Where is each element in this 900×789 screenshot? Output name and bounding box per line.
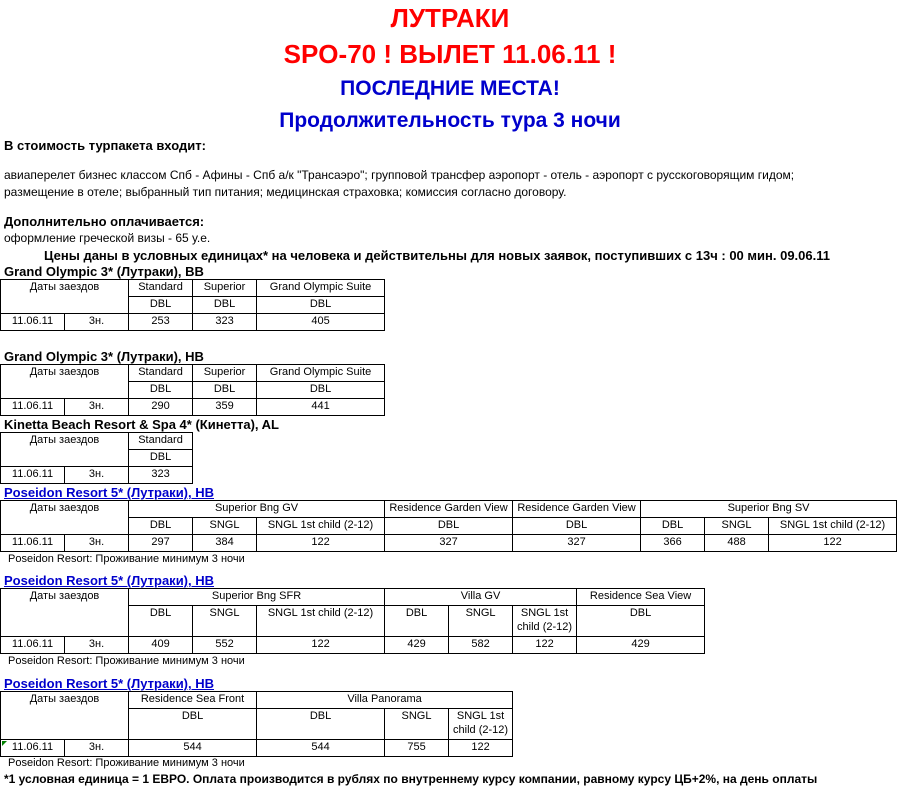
hotel-title: Grand Olympic 3* (Лутраки), BB [4, 264, 204, 279]
dates-header-spacer [1, 297, 129, 314]
column-header: DBL [193, 297, 257, 314]
column-header: SNGL [705, 518, 769, 535]
price-cell: 552 [193, 637, 257, 654]
price-table [0, 588, 705, 654]
price-table [0, 432, 193, 484]
column-header: SNGL 1st child (2-12) [257, 518, 385, 535]
dates-header-spacer [1, 382, 129, 399]
dates-header: Даты заездов [1, 365, 129, 382]
column-header: SNGL 1st child (2-12) [769, 518, 897, 535]
nights-cell: 3н. [65, 740, 129, 757]
column-header: SNGL 1st child (2-12) [257, 606, 385, 637]
column-header: SNGL 1st child (2-12) [449, 709, 513, 740]
dates-header: Даты заездов [1, 280, 129, 297]
prices-note: Цены даны в условных единицах* на человека и действительны для новых заявок, поступивших с 13ч : 00 мин. 09.06.11 [44, 248, 830, 263]
column-header: DBL [129, 297, 193, 314]
nights-cell: 3н. [65, 535, 129, 552]
price-cell: 297 [129, 535, 193, 552]
hotel-title: Kinetta Beach Resort & Spa 4* (Кинетта), AL [4, 417, 279, 432]
room-group-header: Villa GV [385, 589, 577, 606]
price-cell: 122 [449, 740, 513, 757]
nights-cell: 3н. [65, 467, 129, 484]
price-cell: 544 [129, 740, 257, 757]
room-group-header: Superior Bng SV [641, 501, 897, 518]
table-row [1, 637, 705, 654]
date-cell: 11.06.11 [1, 399, 65, 416]
nights-cell: 3н. [65, 314, 129, 331]
room-group-header: Grand Olympic Suite [257, 280, 385, 297]
price-cell: 327 [385, 535, 513, 552]
room-group-header: Standard [129, 365, 193, 382]
cell-comment-marker-icon [2, 741, 7, 746]
price-cell: 253 [129, 314, 193, 331]
stay-note: Poseidon Resort: Проживание минимум 3 ночи [8, 757, 245, 769]
room-group-header: Superior Bng GV [129, 501, 385, 518]
tour-duration: Продолжительность тура 3 ночи [279, 109, 621, 132]
room-group-header: Residence Sea Front [129, 692, 257, 709]
nights-cell: 3н. [65, 637, 129, 654]
table-row [1, 314, 385, 331]
price-cell: 122 [769, 535, 897, 552]
price-cell: 384 [193, 535, 257, 552]
dates-header: Даты заездов [1, 501, 129, 518]
table-row [1, 535, 897, 552]
column-header: DBL [641, 518, 705, 535]
price-cell: 122 [513, 637, 577, 654]
last-places-banner: ПОСЛЕДНИЕ МЕСТА! [340, 77, 560, 100]
hotel-link[interactable]: Poseidon Resort 5* (Лутраки), HB [4, 676, 215, 691]
dates-header-spacer [1, 709, 129, 740]
column-header: DBL [385, 606, 449, 637]
column-header: DBL [129, 709, 257, 740]
dates-header-spacer [1, 518, 129, 535]
room-group-header: Standard [129, 433, 193, 450]
currency-footnote: *1 условная единица = 1 ЕВРО. Оплата производится в рублях по внутреннему курсу компании, равному курсу ЦБ+2%, на день оплаты [4, 772, 818, 786]
price-cell: 544 [257, 740, 385, 757]
column-header: SNGL 1st child (2-12) [513, 606, 577, 637]
dates-header: Даты заездов [1, 692, 129, 709]
room-group-header: Standard [129, 280, 193, 297]
column-header: DBL [129, 606, 193, 637]
included-line-1: авиаперелет бизнес классом Спб - Афины - Спб а/к "Трансаэро"; групповой трансфер аэропорт - отель - аэропорт с русскоговорящим гидом; [4, 168, 795, 182]
column-header: DBL [257, 297, 385, 314]
date-cell: 11.06.11 [1, 535, 65, 552]
included-line-2: размещение в отеле; выбранный тип питания; медицинская страховка; комиссия согласно договору. [4, 185, 567, 199]
column-header: SNGL [385, 709, 449, 740]
dates-header: Даты заездов [1, 589, 129, 606]
price-cell: 429 [577, 637, 705, 654]
dates-header: Даты заездов [1, 433, 129, 450]
extra-line-1: оформление греческой визы - 65 у.е. [4, 231, 211, 245]
column-header: SNGL [449, 606, 513, 637]
column-header: DBL [129, 382, 193, 399]
price-cell: 582 [449, 637, 513, 654]
price-cell: 441 [257, 399, 385, 416]
date-cell: 11.06.11 [1, 637, 65, 654]
price-cell: 122 [257, 637, 385, 654]
price-cell: 409 [129, 637, 193, 654]
room-group-header: Residence Garden View [513, 501, 641, 518]
table-row [1, 399, 385, 416]
table-row [1, 467, 193, 484]
room-group-header: Superior Bng SFR [129, 589, 385, 606]
price-cell: 323 [129, 467, 193, 484]
dates-header-spacer [1, 606, 129, 637]
dates-header-spacer [1, 450, 129, 467]
column-header: DBL [129, 450, 193, 467]
room-group-header: Residence Garden View [385, 501, 513, 518]
column-header: DBL [129, 518, 193, 535]
room-group-header: Villa Panorama [257, 692, 513, 709]
column-header: SNGL [193, 518, 257, 535]
price-cell: 359 [193, 399, 257, 416]
price-cell: 488 [705, 535, 769, 552]
price-table [0, 500, 897, 552]
page-title: ЛУТРАКИ [390, 3, 510, 33]
price-cell: 323 [193, 314, 257, 331]
column-header: DBL [513, 518, 641, 535]
price-cell: 290 [129, 399, 193, 416]
stay-note: Poseidon Resort: Проживание минимум 3 ночи [8, 553, 245, 565]
room-group-header: Residence Sea View [577, 589, 705, 606]
stay-note: Poseidon Resort: Проживание минимум 3 ночи [8, 655, 245, 667]
price-cell: 327 [513, 535, 641, 552]
hotel-title: Grand Olympic 3* (Лутраки), HB [4, 349, 204, 364]
room-group-header: Grand Olympic Suite [257, 365, 385, 382]
room-group-header: Superior [193, 280, 257, 297]
offer-subtitle: SPO-70 ! ВЫЛЕТ 11.06.11 ! [283, 39, 617, 69]
table-row [1, 740, 513, 757]
price-cell: 366 [641, 535, 705, 552]
price-cell: 429 [385, 637, 449, 654]
column-header: DBL [193, 382, 257, 399]
price-table [0, 364, 385, 416]
column-header: DBL [385, 518, 513, 535]
price-table [0, 691, 513, 757]
price-cell: 405 [257, 314, 385, 331]
nights-cell: 3н. [65, 399, 129, 416]
price-cell: 755 [385, 740, 449, 757]
room-group-header: Superior [193, 365, 257, 382]
date-cell: 11.06.11 [1, 314, 65, 331]
column-header: DBL [257, 709, 385, 740]
column-header: DBL [577, 606, 705, 637]
extra-heading: Дополнительно оплачивается: [4, 214, 205, 229]
column-header: SNGL [193, 606, 257, 637]
price-table [0, 279, 385, 331]
hotel-link[interactable]: Poseidon Resort 5* (Лутраки), HB [4, 485, 215, 500]
included-heading: В стоимость турпакета входит: [4, 138, 206, 153]
date-cell: 11.06.11 [1, 740, 65, 757]
date-cell: 11.06.11 [1, 467, 65, 484]
column-header: DBL [257, 382, 385, 399]
price-cell: 122 [257, 535, 385, 552]
hotel-link[interactable]: Poseidon Resort 5* (Лутраки), HB [4, 573, 215, 588]
